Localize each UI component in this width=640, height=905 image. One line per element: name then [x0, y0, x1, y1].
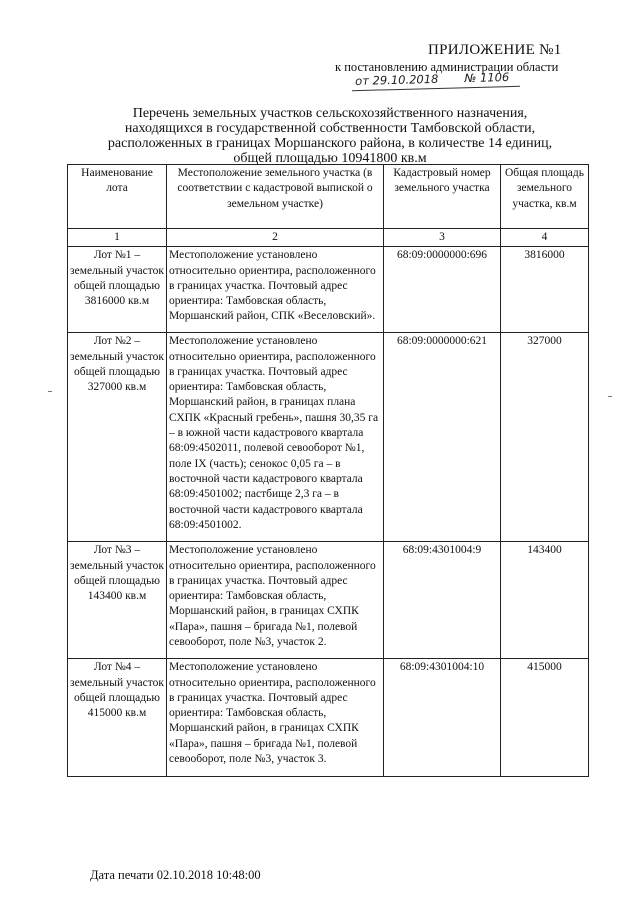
location-cell: Местоположение установлено относительно ориентира, расположенного в границах участка. Почтовый адрес ориентира: Тамбовская область, Моршанский район, в границах плана СХПК «Красный гребень», пашня 30,35 га – в южной части кадастрового квартала 68:09:4502011, полевой севооборот №1, поле IX (часть); сенокос 0,05 га – в восточной части кадастрового квартала 68:09:4501002; пастбище 2,3 га – в восточной части кадастрового квартала 68:09:4501002. — [167, 333, 384, 542]
header-lot: Наименование лота — [68, 165, 167, 229]
table-row — [68, 659, 589, 777]
scan-mark — [48, 391, 52, 392]
index-cell: 3 — [384, 229, 501, 247]
appendix-subtitle: к постановлению администрации области — [335, 60, 559, 74]
cadastral-cell: 68:09:4301004:10 — [384, 659, 501, 777]
header-area: Общая площадь земельного участка, кв.м — [501, 165, 589, 229]
area-cell: 415000 — [501, 659, 589, 777]
lot-cell: Лот №3 – земельный участок общей площадью 143400 кв.м — [68, 542, 167, 659]
title-line: общей площадью 10941800 кв.м — [233, 151, 427, 166]
table-row — [68, 333, 589, 542]
lot-cell: Лот №1 – земельный участок общей площадью 3816000 кв.м — [68, 247, 167, 333]
appendix-title: ПРИЛОЖЕНИЕ №1 — [428, 42, 562, 58]
area-cell: 3816000 — [501, 247, 589, 333]
title-line: Перечень земельных участков сельскохозяйственного назначения, — [132, 106, 528, 121]
lot-cell: Лот №2 – земельный участок общей площадью 327000 кв.м — [68, 333, 167, 542]
area-cell: 143400 — [501, 542, 589, 659]
index-cell: 4 — [501, 229, 589, 247]
title-line: расположенных в границах Моршанского района, в количестве 14 единиц, — [107, 136, 553, 151]
scan-mark — [608, 396, 612, 397]
cadastral-cell: 68:09:0000000:621 — [384, 333, 501, 542]
land-plots-table — [67, 164, 589, 777]
handwritten-date: от 29.10.2018 — [355, 71, 439, 88]
index-cell: 2 — [167, 229, 384, 247]
table-header-row — [68, 165, 589, 229]
area-cell: 327000 — [501, 333, 589, 542]
print-date: Дата печати 02.10.2018 10:48:00 — [90, 868, 261, 882]
cadastral-cell: 68:09:0000000:696 — [384, 247, 501, 333]
header-cadastral: Кадастровый номер земельного участка — [384, 165, 501, 229]
title-line: находящихся в государственной собственности Тамбовской области, — [124, 121, 536, 136]
table-row — [68, 247, 589, 333]
index-cell: 1 — [68, 229, 167, 247]
handwritten-number: № 1106 — [464, 69, 510, 86]
location-cell: Местоположение установлено относительно ориентира, расположенного в границах участка. Почтовый адрес ориентира: Тамбовская область, Моршанский район, в границах СХПК «Пара», пашня – бригада №1, полевой севооборот, поле №3, участок 3. — [167, 659, 384, 777]
table-index-row — [68, 229, 589, 247]
cadastral-cell: 68:09:4301004:9 — [384, 542, 501, 659]
handwritten-date-number — [355, 70, 509, 88]
location-cell: Местоположение установлено относительно ориентира, расположенного в границах участка. Почтовый адрес ориентира: Тамбовская область, Моршанский район, в границах СХПК «Пара», пашня – бригада №1, полевой севооборот, поле №3, участок 2. — [167, 542, 384, 659]
table-row — [68, 542, 589, 659]
location-cell: Местоположение установлено относительно ориентира, расположенного в границах участка. Почтовый адрес ориентира: Тамбовская область, Моршанский район, СПК «Веселовский». — [167, 247, 384, 333]
lot-cell: Лот №4 – земельный участок общей площадью 415000 кв.м — [68, 659, 167, 777]
document-title — [60, 106, 600, 166]
header-location: Местоположение земельного участка (в соответствии с кадастровой выпиской о земельном участке) — [167, 165, 384, 229]
